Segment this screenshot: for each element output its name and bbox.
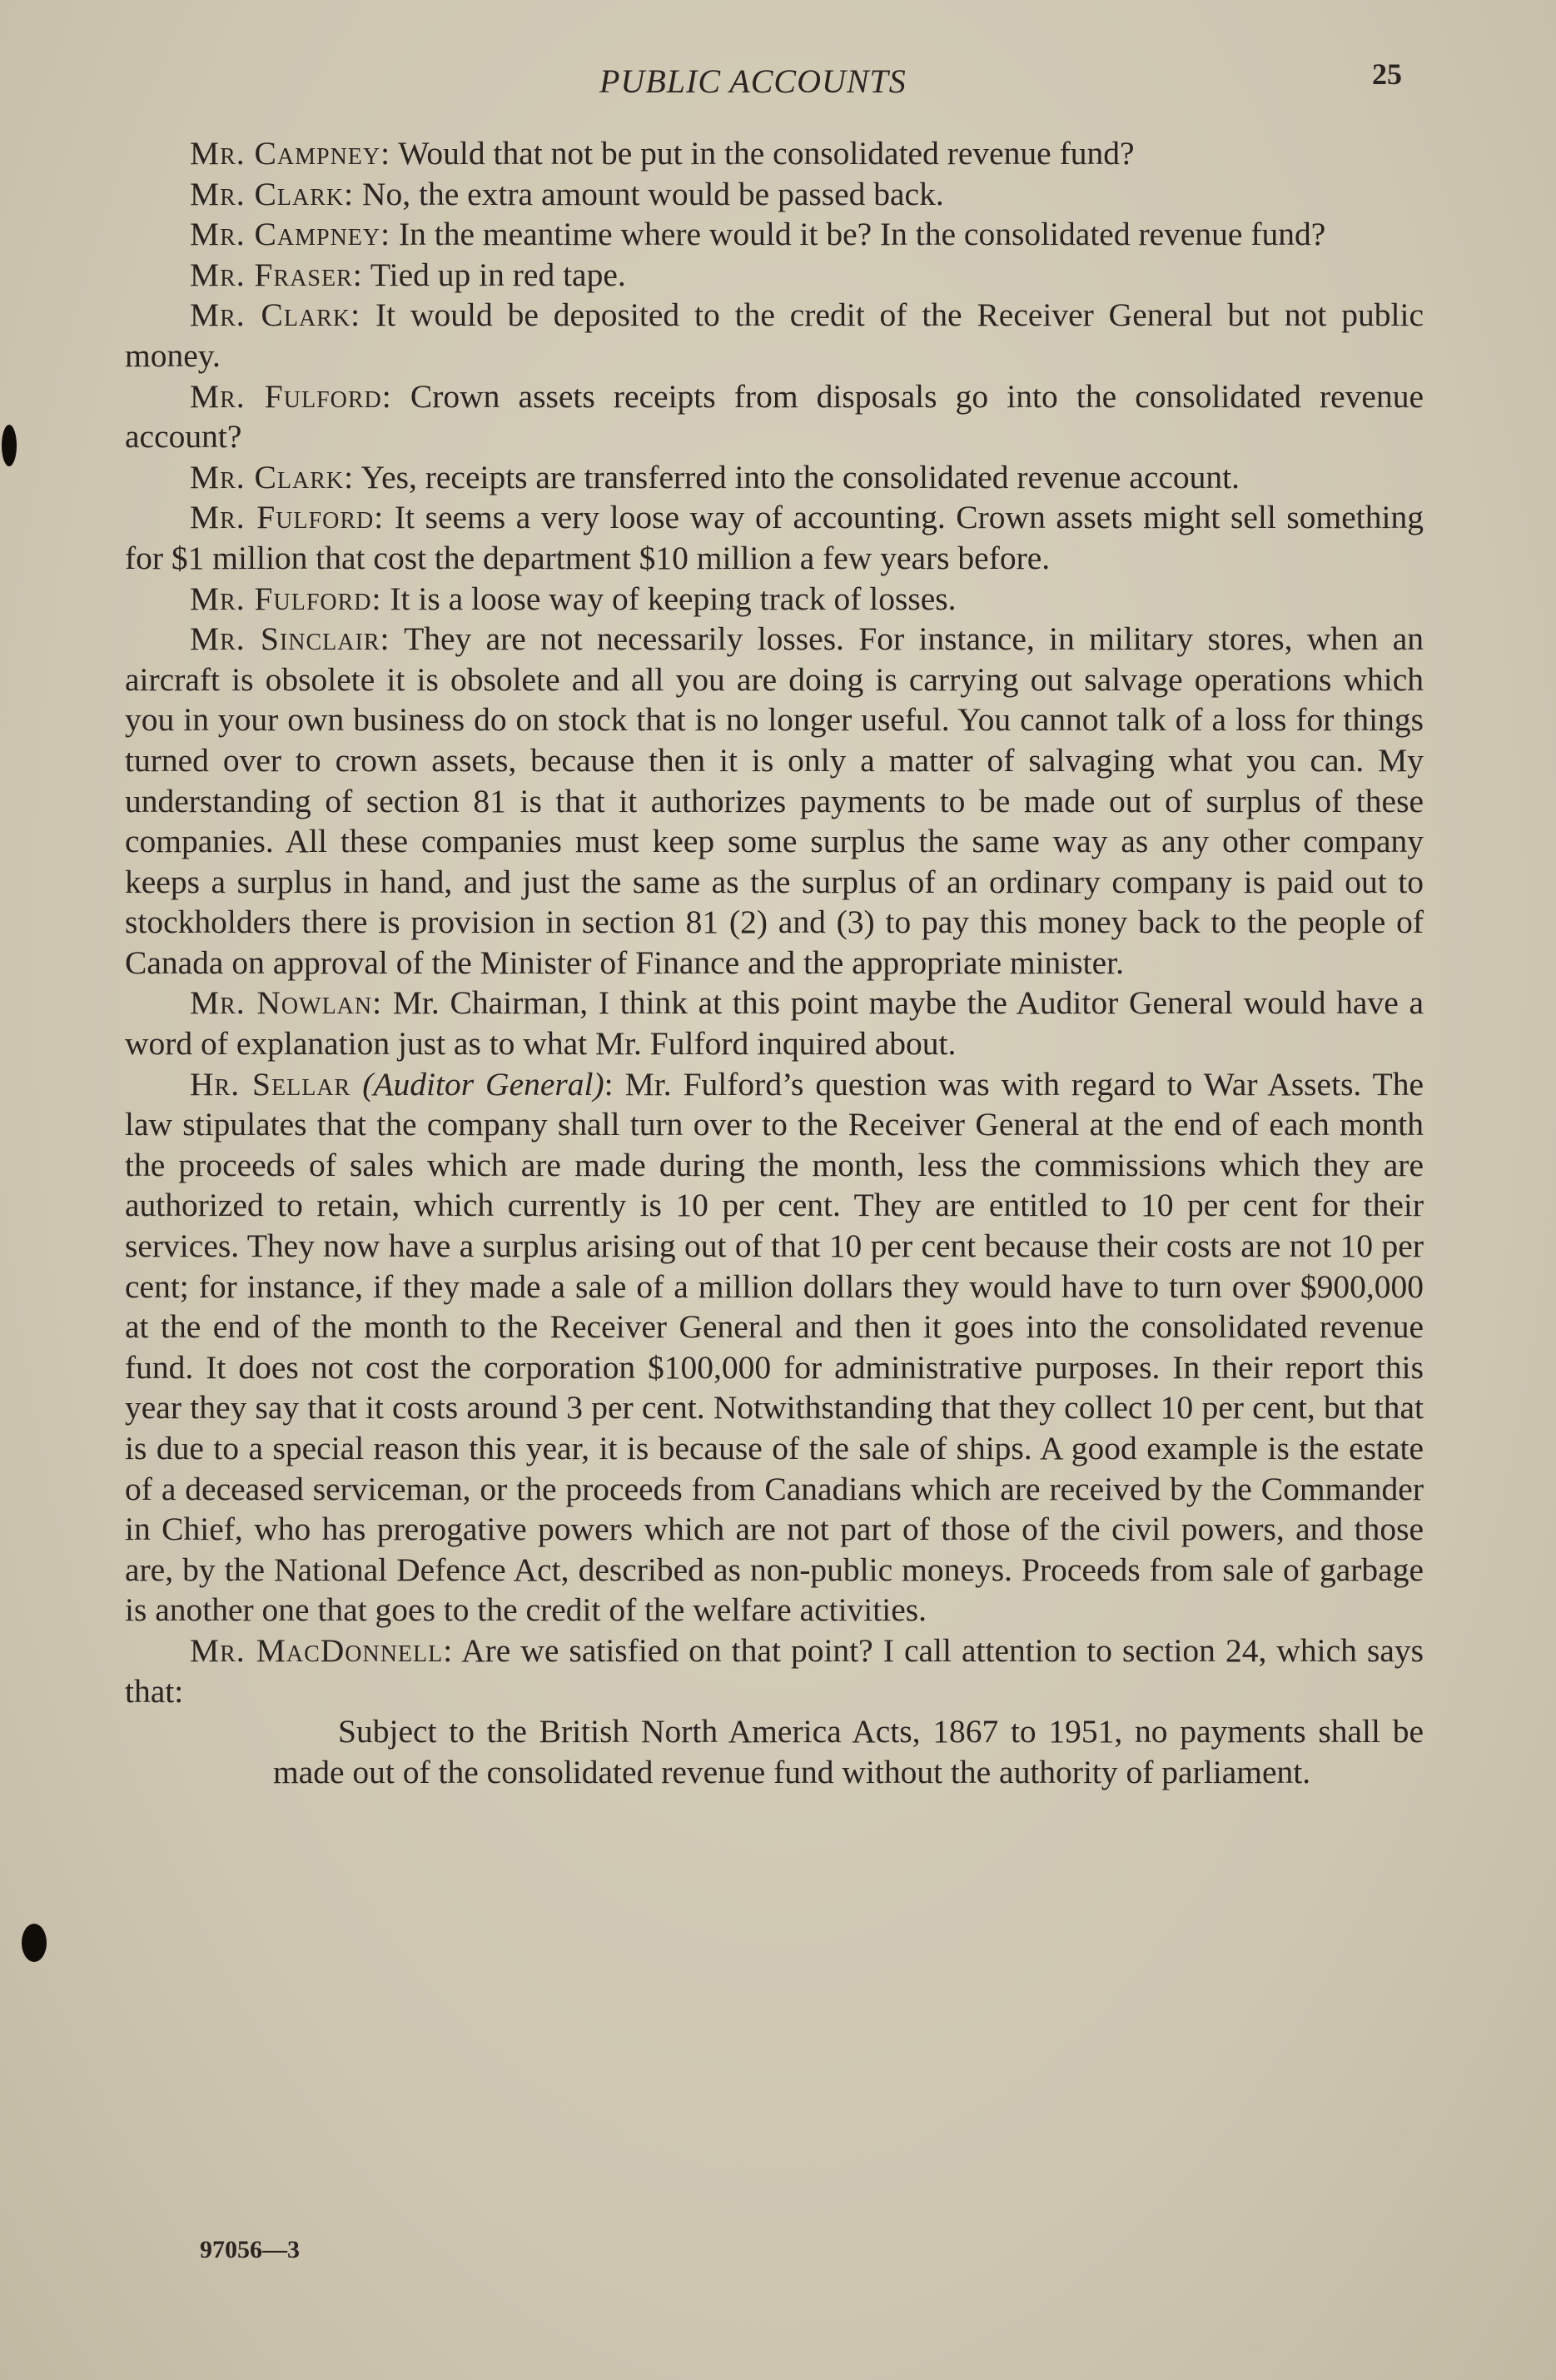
paragraph-text: Would that not be put in the consolidated revenue fund? bbox=[390, 135, 1135, 172]
speaker-name: Mr. Clark: bbox=[190, 296, 361, 334]
speaker-name: Mr. Fulford: bbox=[190, 580, 382, 617]
paragraph bbox=[125, 619, 1424, 983]
paragraph-text: No, the extra amount would be passed back. bbox=[354, 175, 944, 212]
paragraph-text: In the meantime where would it be? In the consolidated revenue fund? bbox=[390, 216, 1326, 253]
binding-hole bbox=[22, 1924, 47, 1962]
page-header bbox=[0, 57, 1556, 107]
paragraph bbox=[125, 457, 1424, 498]
page-number: 25 bbox=[1372, 57, 1402, 91]
paragraph-text: It is a loose way of keeping track of losses. bbox=[381, 580, 957, 617]
body-text bbox=[125, 133, 1424, 1792]
speaker-name: Mr. Sinclair: bbox=[190, 620, 390, 658]
speaker-name: Mr. Campney: bbox=[190, 216, 391, 253]
speaker-name: Mr. Nowlan: bbox=[190, 984, 383, 1022]
speaker-name: Mr. MacDonnell: bbox=[190, 1631, 454, 1669]
print-code: 97056—3 bbox=[200, 2236, 300, 2263]
paragraph bbox=[125, 255, 1424, 296]
block-quote: Subject to the British North America Acts, 1867 to 1951, no payments shall be made out of the consolidated revenue fund without the authority of parliament. bbox=[273, 1713, 1424, 1790]
paragraph bbox=[125, 497, 1424, 578]
paragraph-text: They are not necessarily losses. For instance, in military stores, when an aircraft is obsolete it is obsolete and all you are doing is carrying out salvage operations which you in your own business do on stock that is no longer useful. You cannot talk of a loss for things turned over to crown assets, because then it is only a matter of salvaging what you can. My understanding of section 81 is that it authorizes payments to be made out of surplus of these companies. All these companies must keep some surplus the same way as any other company keeps a surplus in hand, and just the same as the surplus of an ordinary company is paid out to stockholders there is provision in section 81 (2) and (3) to pay this money back to the people of Canada on approval of the Minister of Finance and the appropriate minister. bbox=[125, 620, 1424, 981]
binding-hole bbox=[2, 425, 17, 466]
paragraph-text: Tied up in red tape. bbox=[362, 256, 626, 293]
speaker-role: (Auditor General) bbox=[362, 1065, 604, 1103]
paragraph bbox=[125, 1631, 1424, 1711]
speaker-name: Mr. Clark: bbox=[190, 458, 355, 495]
paragraph bbox=[125, 295, 1424, 376]
running-head: PUBLIC ACCOUNTS bbox=[599, 62, 907, 100]
paragraph-text: : Mr. Fulford’s question was with regard to War Assets. The law stipulates that the company shall turn over to the Receiver General at the end of each month the proceeds of sales which are made during the month, less the commissions which they are authorized to retain, which currently is 10 per cent. They are entitled to 10 per cent for their services. They now have a surplus arising out of that 10 per cent because their costs are not 10 per cent; for instance, if they made a sale of a million dollars they would have to turn over $900,000 at the end of the month to the Receiver General and then it goes into the consolidated revenue fund. It does not cost the corporation $100,000 for administrative purposes. In their report this year they say that it costs around 3 per cent. Notwithstanding that they collect 10 per cent, but that is due to a special reason this year, it is because of the sale of ships. A good example is the estate of a deceased serviceman, or the proceeds from Canadians which are received by the Commander in Chief, who has prerogative powers which are not part of those of the civil powers, and those are, by the National Defence Act, described as non-public moneys. Proceeds from sale of garbage is another one that goes to the credit of the welfare activities. bbox=[125, 1065, 1424, 1629]
paragraph-text: It would be deposited to the credit of the Receiver General but not public money. bbox=[125, 296, 1424, 374]
paragraph bbox=[125, 133, 1424, 174]
paragraph-text: Are we satisfied on that point? I call attention to section 24, which says that: bbox=[125, 1631, 1424, 1710]
paragraph-text: Mr. Chairman, I think at this point maybe the Auditor General would have a word of explanation just as to what Mr. Fulford inquired about. bbox=[125, 984, 1424, 1063]
paragraph-text: Crown assets receipts from disposals go into the consolidated revenue account? bbox=[125, 377, 1424, 456]
paragraph bbox=[125, 579, 1424, 620]
paragraph-text: It seems a very loose way of accounting. Crown assets might sell something for $1 million that cost the department $10 million a few years before. bbox=[125, 499, 1424, 576]
speaker-name: Hr. Sellar bbox=[190, 1065, 351, 1103]
speaker-name: Mr. Clark: bbox=[190, 175, 355, 212]
paragraph bbox=[125, 214, 1424, 255]
paragraph-text: Yes, receipts are transferred into the consolidated revenue account. bbox=[354, 458, 1240, 495]
speaker-name: Mr. Campney: bbox=[190, 135, 391, 172]
paragraph bbox=[125, 983, 1424, 1063]
paragraph bbox=[125, 1064, 1424, 1631]
paragraph bbox=[125, 376, 1424, 457]
speaker-name: Mr. Fulford: bbox=[190, 377, 392, 415]
speaker-name: Mr. Fraser: bbox=[190, 256, 363, 293]
speaker-name: Mr. Fulford: bbox=[190, 499, 385, 536]
paragraph bbox=[125, 174, 1424, 215]
